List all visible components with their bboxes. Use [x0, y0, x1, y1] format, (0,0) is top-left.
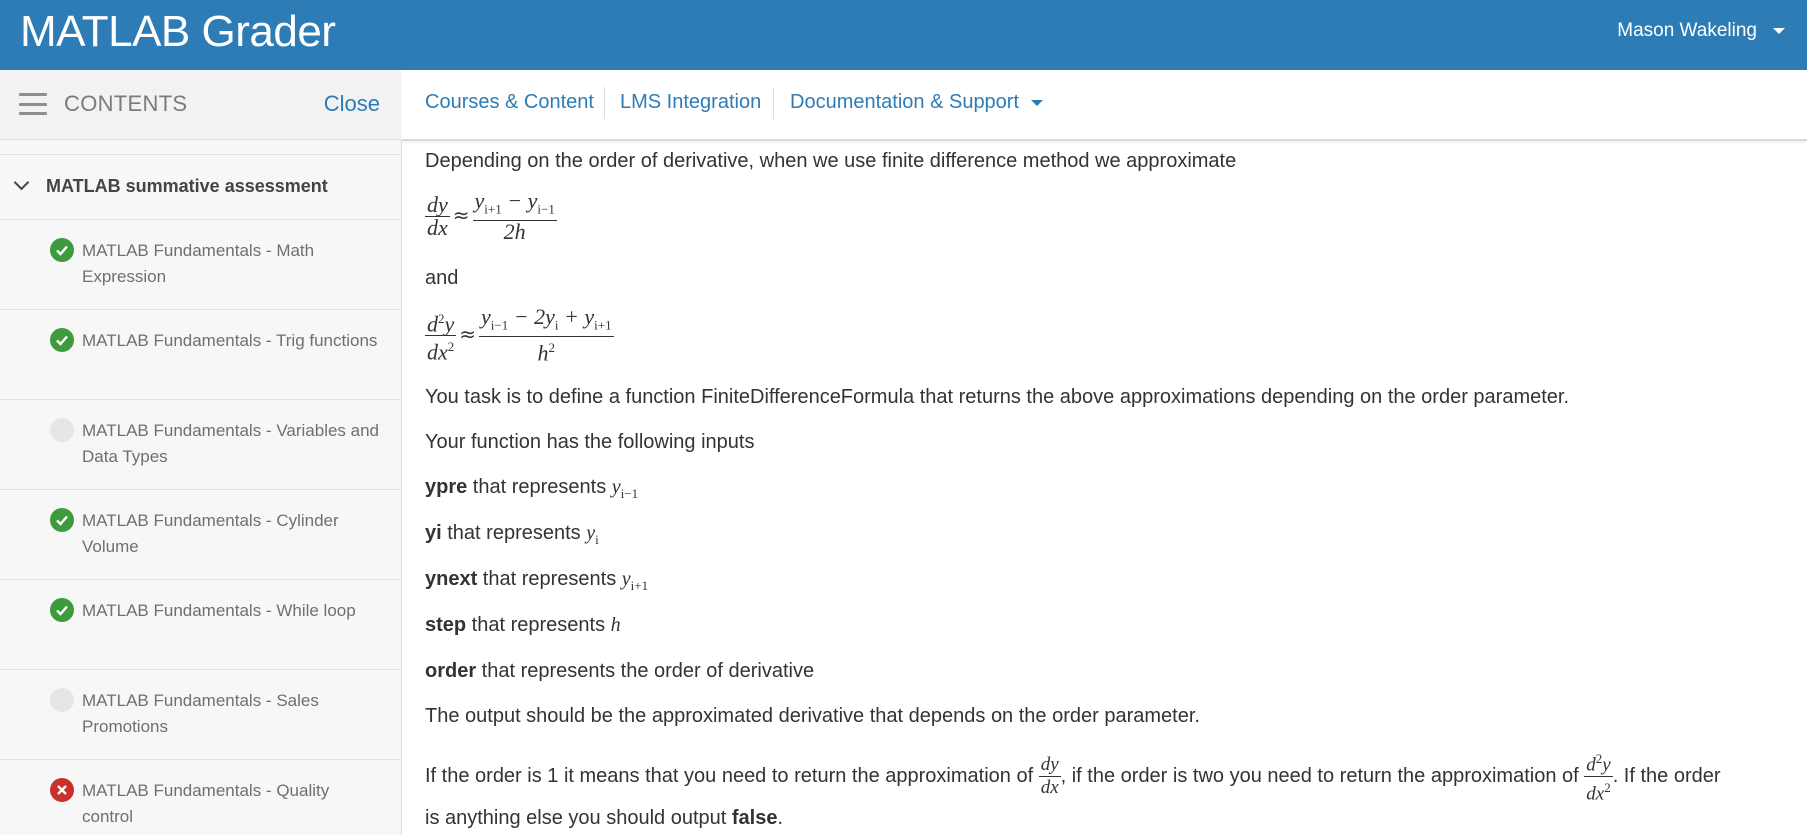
- check-circle-icon: [50, 598, 74, 622]
- rule-text: . If the order: [1612, 765, 1721, 788]
- sidebar-item[interactable]: [0, 220, 401, 310]
- nav-lms-integration[interactable]: LMS Integration: [620, 91, 762, 113]
- input-desc: that represents: [477, 568, 622, 590]
- sidebar-item[interactable]: [0, 310, 401, 400]
- h-symbol: h: [610, 614, 621, 636]
- intro-text: Depending on the order of derivative, when we use finite difference method we approximate: [425, 150, 1237, 172]
- sidebar[interactable]: [0, 140, 402, 835]
- nav-divider: [604, 87, 605, 119]
- caret-down-icon[interactable]: [1773, 28, 1785, 34]
- input-desc: that represents: [466, 614, 611, 636]
- input-name: ynext: [425, 568, 478, 590]
- false-keyword: false: [731, 807, 778, 829]
- nav-courses-content[interactable]: Courses & Content: [425, 91, 594, 113]
- second-derivative-formula: $\frac{d^2y}{dx^2}$ ≈ $\frac{y_{i-1} - 2y_i + y_{i+1}}{h^2}$: [427, 304, 612, 366]
- dy-dx-fraction: $\frac{dy}{dx}$: [427, 192, 448, 241]
- top-bar: [0, 0, 1807, 70]
- sidebar-item-label[interactable]: MATLAB Fundamentals - Sales Promotions: [82, 691, 319, 736]
- input-order: [425, 659, 814, 683]
- sidebar-header: [0, 70, 401, 140]
- sidebar-item-label[interactable]: MATLAB Fundamentals - Cylinder Volume: [82, 511, 339, 556]
- contents-label: CONTENTS: [64, 91, 188, 116]
- app-title[interactable]: MATLAB Grader: [20, 7, 336, 56]
- sidebar-item[interactable]: [0, 580, 401, 670]
- nav-bar: [402, 70, 1807, 141]
- dy-dx-inline-fraction: $\frac{dy}{dx}$: [1040, 754, 1059, 799]
- nav-divider: [773, 87, 774, 119]
- close-sidebar-link[interactable]: Close: [323, 91, 380, 116]
- sidebar-item-label[interactable]: MATLAB Fundamentals - Trig functions: [82, 331, 378, 350]
- user-menu[interactable]: [1617, 19, 1785, 43]
- y-i-symbol: $y_i$: [586, 522, 599, 547]
- sidebar-item[interactable]: [0, 400, 401, 490]
- check-circle-icon: [50, 328, 74, 352]
- sidebar-item[interactable]: [0, 670, 401, 760]
- input-yi: [425, 521, 599, 552]
- d2y-dx2-inline-fraction: $\frac{d^2y}{dx^2}$: [1584, 748, 1612, 806]
- section-header[interactable]: [0, 155, 401, 220]
- first-derivative-formula: $\frac{dy}{dx}$ ≈ $\frac{y_{i+1} - y_{i-1}}{2h}$: [427, 188, 555, 245]
- and-text: and: [425, 267, 459, 289]
- input-desc: that represents: [441, 522, 587, 544]
- input-name: step: [425, 614, 467, 636]
- y-i-plus-1-symbol: $y_{i+1}$: [621, 568, 649, 593]
- input-name: yi: [425, 522, 442, 544]
- output-text: The output should be the approximated derivative that depends on the order parameter.: [425, 705, 1200, 727]
- rule-text: If the order is 1 it means that you need to return the approximation of: [425, 765, 1039, 788]
- input-name: ypre: [425, 476, 468, 498]
- input-ynext: [425, 567, 648, 598]
- x-circle-icon: [50, 778, 74, 802]
- order-rule-line1: [425, 748, 1721, 806]
- input-desc: that represents the order of derivative: [476, 660, 815, 682]
- empty-circle-icon: [50, 688, 74, 712]
- sidebar-item[interactable]: [0, 760, 401, 835]
- y-i-minus-1-symbol: $y_{i-1}$: [611, 476, 639, 501]
- sidebar-item[interactable]: [0, 490, 401, 580]
- rule-text: .: [777, 807, 784, 829]
- inputs-intro-text: Your function has the following inputs: [425, 431, 755, 453]
- check-circle-icon: [50, 238, 74, 262]
- input-desc: that represents: [467, 476, 612, 498]
- check-circle-icon: [50, 508, 74, 532]
- rule-text: is anything else you should output: [425, 807, 732, 829]
- user-name[interactable]: Mason Wakeling: [1617, 20, 1757, 41]
- input-name: order: [425, 660, 477, 682]
- sidebar-item-label[interactable]: MATLAB Fundamentals - Quality control: [82, 781, 330, 826]
- central-difference-fraction: $\frac{y_{i+1} - y_{i-1}}{2h}$: [474, 188, 555, 245]
- sidebar-item-label[interactable]: MATLAB Fundamentals - While loop: [82, 601, 356, 620]
- caret-down-icon[interactable]: [1031, 100, 1043, 106]
- second-difference-fraction: $\frac{y_{i-1} - 2y_i + y_{i+1}}{h^2}$: [481, 304, 612, 366]
- chevron-down-icon[interactable]: [14, 175, 30, 191]
- task-text: You task is to define a function FiniteDifferenceFormula that returns the above approximations depending on the order parameter.: [425, 386, 1570, 408]
- order-rule-line2: [425, 806, 783, 830]
- empty-circle-icon: [50, 418, 74, 442]
- d2y-dx2-fraction: $\frac{d^2y}{dx^2}$: [425, 308, 456, 364]
- sidebar-spacer: [0, 140, 401, 155]
- input-ypre: [425, 475, 638, 506]
- sidebar-item-label[interactable]: MATLAB Fundamentals - Variables and Data Types: [82, 421, 380, 466]
- section-title[interactable]: MATLAB summative assessment: [46, 176, 328, 196]
- nav-documentation-label[interactable]: Documentation & Support: [790, 91, 1020, 113]
- input-step: [425, 613, 621, 637]
- nav-documentation-support[interactable]: [790, 91, 1043, 114]
- rule-text: , if the order is two you need to return the approximation of: [1060, 765, 1585, 788]
- hamburger-menu-icon[interactable]: [19, 93, 47, 115]
- sidebar-item-label[interactable]: MATLAB Fundamentals - Math Expression: [82, 241, 315, 286]
